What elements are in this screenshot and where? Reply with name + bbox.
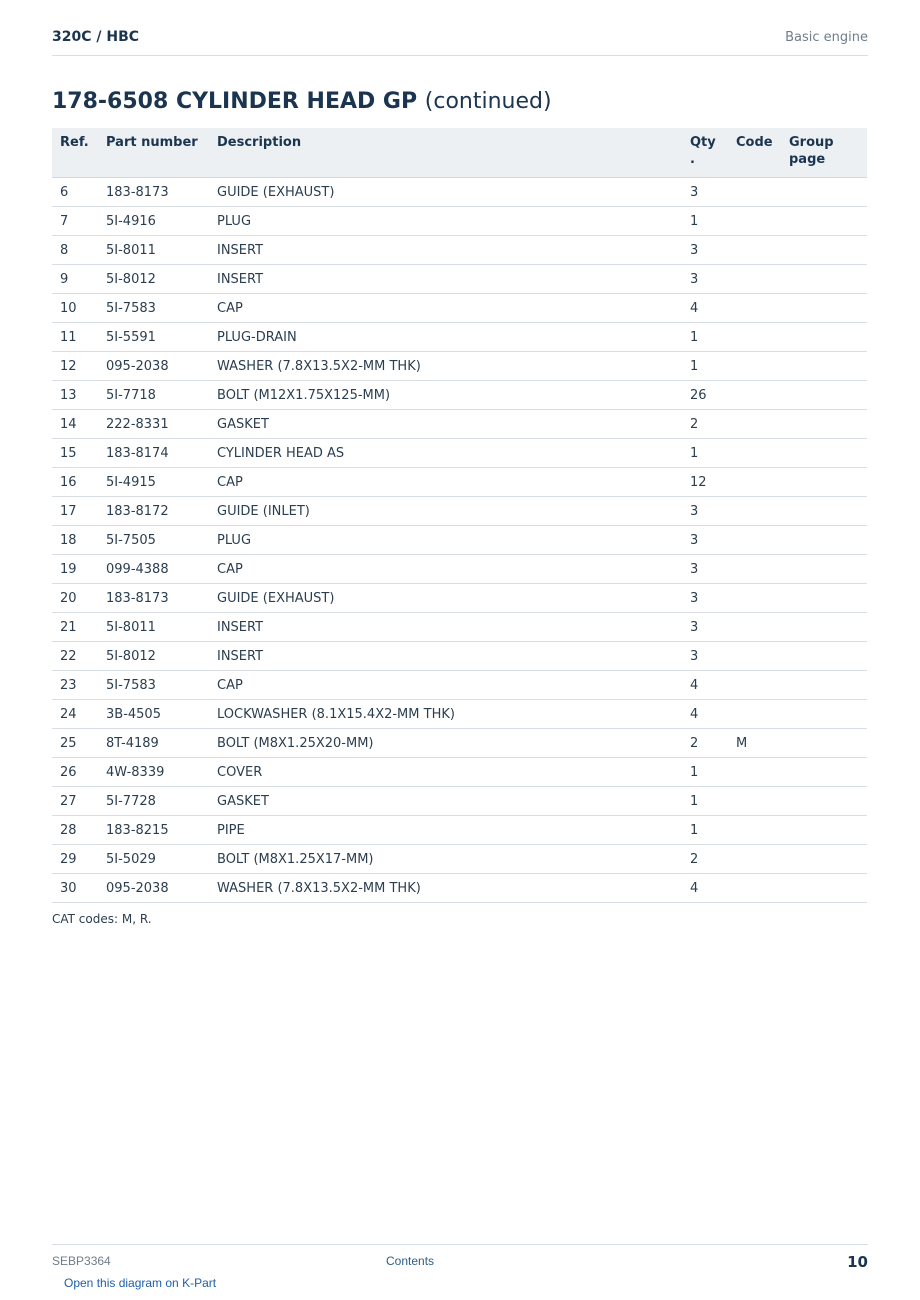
- cell-group-page: [781, 497, 867, 526]
- table-row: [52, 729, 867, 758]
- cell-qty: 3: [682, 555, 728, 584]
- kpart-diagram-link[interactable]: Open this diagram on K-Part: [64, 1276, 217, 1290]
- cell-code: [728, 468, 781, 497]
- cell-part-number: 5I-5029: [98, 845, 209, 874]
- cell-qty: 4: [682, 294, 728, 323]
- cell-qty: 12: [682, 468, 728, 497]
- cell-group-page: [781, 584, 867, 613]
- cell-ref: 25: [52, 729, 98, 758]
- contents-link[interactable]: Contents: [386, 1254, 435, 1268]
- cell-description: CAP: [209, 671, 682, 700]
- cell-code: [728, 874, 781, 903]
- table-row: [52, 294, 867, 323]
- cell-code: [728, 845, 781, 874]
- cell-part-number: 5I-4915: [98, 468, 209, 497]
- cell-part-number: 8T-4189: [98, 729, 209, 758]
- cell-qty: 3: [682, 613, 728, 642]
- cell-qty: 1: [682, 787, 728, 816]
- cell-description: BOLT (M8X1.25X17-MM): [209, 845, 682, 874]
- cell-ref: 30: [52, 874, 98, 903]
- table-row: [52, 555, 867, 584]
- cell-code: M: [728, 729, 781, 758]
- cell-ref: 17: [52, 497, 98, 526]
- cell-group-page: [781, 526, 867, 555]
- section-label: Basic engine: [785, 30, 868, 45]
- cell-ref: 23: [52, 671, 98, 700]
- table-row: [52, 265, 867, 294]
- cell-code: [728, 497, 781, 526]
- cell-qty: 2: [682, 729, 728, 758]
- column-header-description: Description: [209, 128, 682, 178]
- cell-group-page: [781, 671, 867, 700]
- table-row: [52, 671, 867, 700]
- cell-ref: 12: [52, 352, 98, 381]
- cell-code: [728, 294, 781, 323]
- cell-code: [728, 323, 781, 352]
- cell-code: [728, 178, 781, 207]
- cell-description: CAP: [209, 294, 682, 323]
- cell-group-page: [781, 236, 867, 265]
- cell-code: [728, 207, 781, 236]
- cell-qty: 4: [682, 874, 728, 903]
- table-row: [52, 381, 867, 410]
- cell-part-number: 183-8173: [98, 584, 209, 613]
- cell-qty: 1: [682, 439, 728, 468]
- cell-ref: 7: [52, 207, 98, 236]
- cell-qty: 4: [682, 700, 728, 729]
- cell-part-number: 5I-7718: [98, 381, 209, 410]
- table-row: [52, 497, 867, 526]
- cell-part-number: 5I-7728: [98, 787, 209, 816]
- cell-description: WASHER (7.8X13.5X2-MM THK): [209, 874, 682, 903]
- cell-part-number: 222-8331: [98, 410, 209, 439]
- cell-group-page: [781, 410, 867, 439]
- table-row: [52, 323, 867, 352]
- cell-description: GUIDE (EXHAUST): [209, 178, 682, 207]
- cell-code: [728, 584, 781, 613]
- cell-part-number: 183-8174: [98, 439, 209, 468]
- table-row: [52, 468, 867, 497]
- cell-part-number: 4W-8339: [98, 758, 209, 787]
- cell-description: GUIDE (EXHAUST): [209, 584, 682, 613]
- table-row: [52, 526, 867, 555]
- cell-qty: 1: [682, 323, 728, 352]
- cell-part-number: 5I-5591: [98, 323, 209, 352]
- table-row: [52, 787, 867, 816]
- cell-code: [728, 787, 781, 816]
- cell-group-page: [781, 700, 867, 729]
- cell-description: GASKET: [209, 787, 682, 816]
- cell-ref: 6: [52, 178, 98, 207]
- cell-code: [728, 555, 781, 584]
- cell-group-page: [781, 294, 867, 323]
- cell-part-number: 5I-8012: [98, 265, 209, 294]
- cell-ref: 27: [52, 787, 98, 816]
- cell-ref: 21: [52, 613, 98, 642]
- cell-code: [728, 410, 781, 439]
- cell-group-page: [781, 381, 867, 410]
- cell-code: [728, 642, 781, 671]
- column-header-part-number: Part number: [98, 128, 209, 178]
- table-row: [52, 178, 867, 207]
- cell-ref: 19: [52, 555, 98, 584]
- cell-qty: 4: [682, 671, 728, 700]
- cell-part-number: 5I-8012: [98, 642, 209, 671]
- cell-group-page: [781, 642, 867, 671]
- cell-qty: 3: [682, 584, 728, 613]
- cell-ref: 20: [52, 584, 98, 613]
- cell-description: INSERT: [209, 642, 682, 671]
- table-row: [52, 845, 867, 874]
- cell-description: LOCKWASHER (8.1X15.4X2-MM THK): [209, 700, 682, 729]
- column-header-code: Code: [728, 128, 781, 178]
- page-footer: [52, 1244, 868, 1275]
- cell-code: [728, 758, 781, 787]
- cell-qty: 1: [682, 758, 728, 787]
- cell-part-number: 5I-7583: [98, 671, 209, 700]
- cell-part-number: 099-4388: [98, 555, 209, 584]
- cell-part-number: 3B-4505: [98, 700, 209, 729]
- cell-qty: 3: [682, 642, 728, 671]
- cell-group-page: [781, 178, 867, 207]
- cell-ref: 29: [52, 845, 98, 874]
- cell-code: [728, 613, 781, 642]
- cell-group-page: [781, 816, 867, 845]
- cell-part-number: 5I-8011: [98, 613, 209, 642]
- cell-group-page: [781, 468, 867, 497]
- table-row: [52, 207, 867, 236]
- table-row: [52, 816, 867, 845]
- cell-ref: 8: [52, 236, 98, 265]
- cell-qty: 26: [682, 381, 728, 410]
- cell-group-page: [781, 845, 867, 874]
- table-row: [52, 352, 867, 381]
- cell-description: PIPE: [209, 816, 682, 845]
- column-header-qty: Qty .: [682, 128, 728, 178]
- cell-group-page: [781, 758, 867, 787]
- cell-ref: 11: [52, 323, 98, 352]
- column-header-group-page: Group page: [781, 128, 867, 178]
- cell-code: [728, 671, 781, 700]
- cell-description: INSERT: [209, 265, 682, 294]
- cell-ref: 13: [52, 381, 98, 410]
- cell-ref: 10: [52, 294, 98, 323]
- table-row: [52, 584, 867, 613]
- cell-description: COVER: [209, 758, 682, 787]
- page-header: [52, 29, 868, 56]
- cell-code: [728, 700, 781, 729]
- cell-group-page: [781, 207, 867, 236]
- cell-qty: 3: [682, 497, 728, 526]
- title-suffix: (continued): [424, 89, 552, 114]
- title-main: 178-6508 CYLINDER HEAD GP: [52, 89, 418, 114]
- parts-table-body: [52, 178, 867, 903]
- cell-group-page: [781, 265, 867, 294]
- page-number: 10: [847, 1253, 868, 1271]
- cell-part-number: 183-8172: [98, 497, 209, 526]
- cell-code: [728, 381, 781, 410]
- cell-code: [728, 236, 781, 265]
- cell-description: INSERT: [209, 236, 682, 265]
- cell-code: [728, 439, 781, 468]
- cell-ref: 22: [52, 642, 98, 671]
- cell-part-number: 5I-4916: [98, 207, 209, 236]
- cell-description: WASHER (7.8X13.5X2-MM THK): [209, 352, 682, 381]
- cell-group-page: [781, 352, 867, 381]
- cell-group-page: [781, 874, 867, 903]
- cell-code: [728, 352, 781, 381]
- cell-part-number: 5I-7583: [98, 294, 209, 323]
- table-row: [52, 439, 867, 468]
- cell-ref: 26: [52, 758, 98, 787]
- table-row: [52, 700, 867, 729]
- table-row: [52, 874, 867, 903]
- cell-qty: 3: [682, 526, 728, 555]
- cell-ref: 24: [52, 700, 98, 729]
- cell-part-number: 5I-8011: [98, 236, 209, 265]
- cell-qty: 1: [682, 207, 728, 236]
- cell-description: CYLINDER HEAD AS: [209, 439, 682, 468]
- cell-ref: 16: [52, 468, 98, 497]
- cell-description: PLUG-DRAIN: [209, 323, 682, 352]
- cell-part-number: 5I-7505: [98, 526, 209, 555]
- cell-description: BOLT (M8X1.25X20-MM): [209, 729, 682, 758]
- cell-description: GASKET: [209, 410, 682, 439]
- cell-qty: 3: [682, 178, 728, 207]
- page-title: [52, 89, 552, 114]
- cell-ref: 18: [52, 526, 98, 555]
- cell-qty: 3: [682, 236, 728, 265]
- cell-group-page: [781, 323, 867, 352]
- table-row: [52, 642, 867, 671]
- document-id: SEBP3364: [52, 1254, 111, 1268]
- cell-part-number: 095-2038: [98, 874, 209, 903]
- cell-qty: 3: [682, 265, 728, 294]
- cell-description: CAP: [209, 555, 682, 584]
- cell-ref: 14: [52, 410, 98, 439]
- cell-part-number: 183-8215: [98, 816, 209, 845]
- cell-description: PLUG: [209, 526, 682, 555]
- cell-qty: 1: [682, 352, 728, 381]
- parts-table: [52, 128, 867, 903]
- cell-group-page: [781, 555, 867, 584]
- cell-qty: 2: [682, 410, 728, 439]
- cell-group-page: [781, 729, 867, 758]
- table-row: [52, 758, 867, 787]
- cell-code: [728, 265, 781, 294]
- table-row: [52, 236, 867, 265]
- cell-part-number: 183-8173: [98, 178, 209, 207]
- cell-part-number: 095-2038: [98, 352, 209, 381]
- cell-group-page: [781, 439, 867, 468]
- cell-code: [728, 816, 781, 845]
- cell-qty: 2: [682, 845, 728, 874]
- cell-group-page: [781, 613, 867, 642]
- cell-description: GUIDE (INLET): [209, 497, 682, 526]
- cell-description: CAP: [209, 468, 682, 497]
- table-row: [52, 613, 867, 642]
- cat-codes-note: CAT codes: M, R.: [52, 912, 152, 926]
- cell-qty: 1: [682, 816, 728, 845]
- model-label: 320C / HBC: [52, 29, 140, 45]
- cell-code: [728, 526, 781, 555]
- cell-group-page: [781, 787, 867, 816]
- cell-description: BOLT (M12X1.75X125-MM): [209, 381, 682, 410]
- table-header-row: [52, 128, 867, 178]
- cell-ref: 15: [52, 439, 98, 468]
- cell-description: INSERT: [209, 613, 682, 642]
- cell-ref: 9: [52, 265, 98, 294]
- column-header-ref: Ref.: [52, 128, 98, 178]
- cell-ref: 28: [52, 816, 98, 845]
- table-row: [52, 410, 867, 439]
- cell-description: PLUG: [209, 207, 682, 236]
